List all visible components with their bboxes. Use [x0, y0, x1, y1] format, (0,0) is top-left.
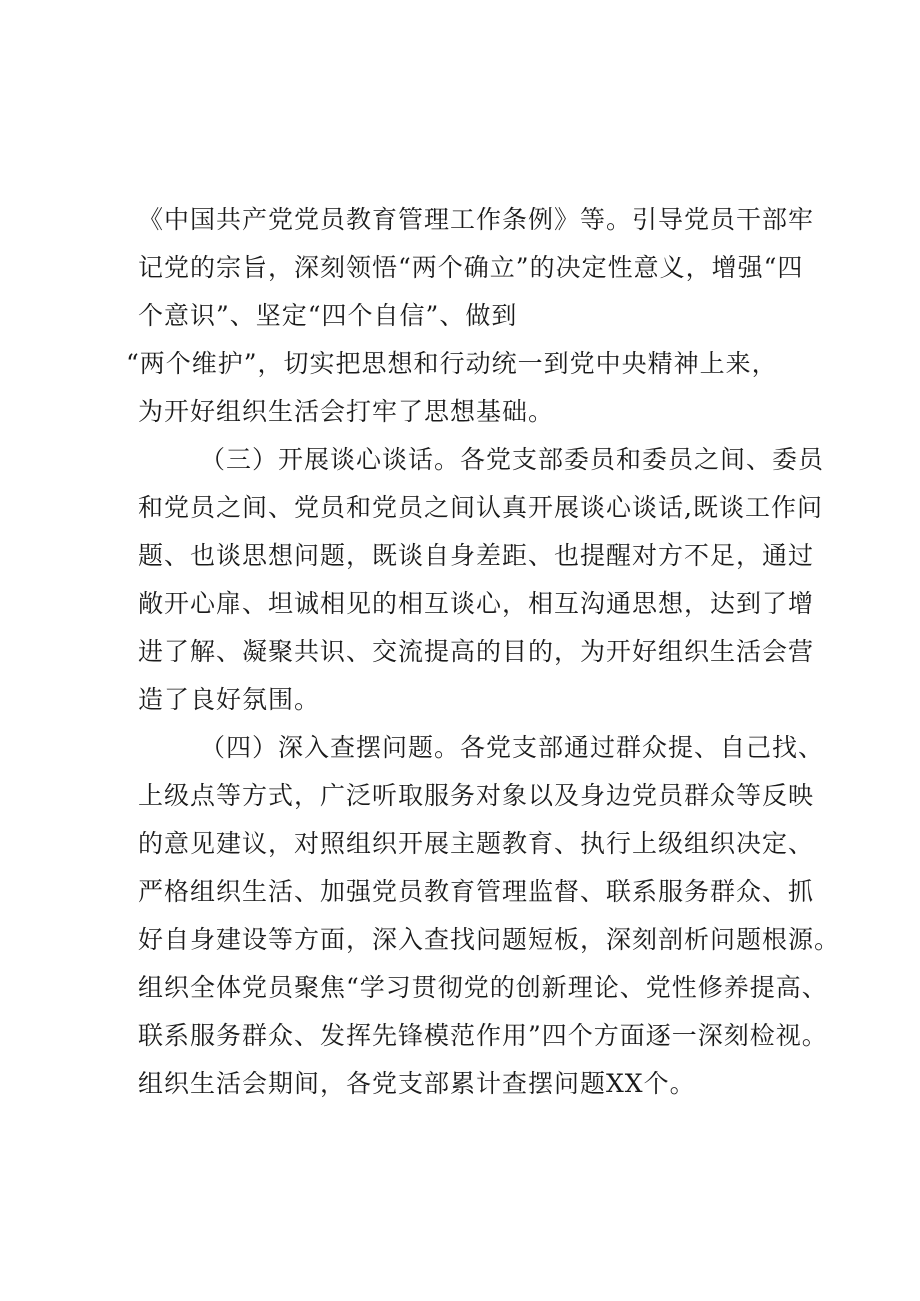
- text-line: 上级点等方式，广泛听取服务对象以及身边党员群众等反映: [138, 781, 815, 810]
- section-heading-line: （四）深入查摆问题。各党支部通过群众提、自己找、: [200, 733, 825, 762]
- paragraph-heart-to-heart-talks: [138, 436, 825, 724]
- text-line: 的意见建议，对照组织开展主题教育、执行上级组织决定、: [138, 829, 815, 858]
- text-line: 进了解、凝聚共识、交流提高的目的，为开好组织生活会营: [138, 637, 815, 666]
- text-line: “两个维护”，切实把思想和行动统一到党中央精神上来，: [126, 349, 778, 378]
- text-line: 和党员之间、党员和党员之间认真开展谈心谈话,既谈工作问: [138, 493, 823, 522]
- text-line: 《中国共产党党员教育管理工作条例》等。引导党员干部牢: [138, 205, 815, 234]
- text-line: 联系服务群众、发挥先锋模范作用”四个方面逐一深刻检视。: [138, 1021, 828, 1050]
- text-line: 记党的宗旨，深刻领悟“两个确立”的决定性意义，增强“四: [138, 253, 804, 282]
- text-line: 好自身建设等方面，深入查找问题短板，深刻剖析问题根源。: [138, 925, 841, 954]
- text-line: 组织生活会期间，各党支部累计查摆问题XX个。: [138, 1069, 696, 1098]
- text-line: 个意识”、坚定“四个自信”、做到: [138, 301, 518, 330]
- paragraph-identify-problems: [138, 724, 841, 1108]
- document-body: [126, 196, 841, 1108]
- text-line: 造了良好氛围。: [138, 685, 321, 714]
- text-line: 为开好组织生活会打牢了思想基础。: [138, 397, 555, 426]
- text-line: 组织全体党员聚焦“学习贯彻党的创新理论、党性修养提高、: [138, 973, 828, 1002]
- text-line: 敞开心扉、坦诚相见的相互谈心，相互沟通思想，达到了增: [138, 589, 815, 618]
- text-line: 严格组织生活、加强党员教育管理监督、联系服务群众、抓: [138, 877, 815, 906]
- section-heading-line: （三）开展谈心谈话。各党支部委员和委员之间、委员: [200, 445, 825, 474]
- paragraph-study-regulations: [126, 196, 818, 436]
- text-line: 题、也谈思想问题，既谈自身差距、也提醒对方不足，通过: [138, 541, 815, 570]
